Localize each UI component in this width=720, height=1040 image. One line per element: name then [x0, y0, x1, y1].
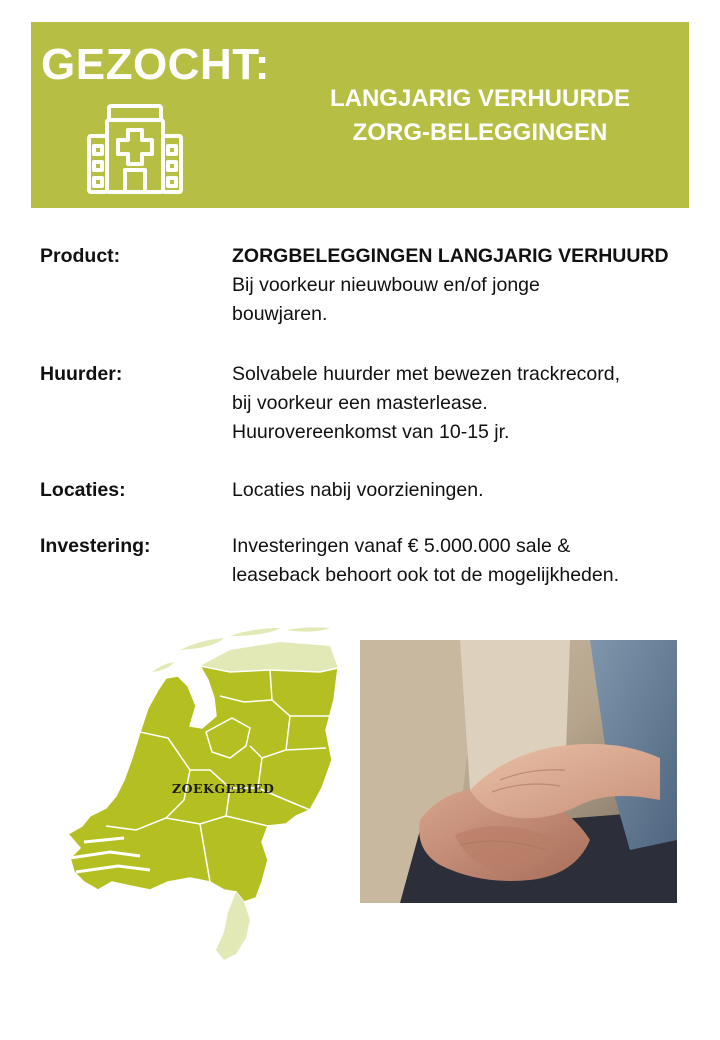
product-text-line: bouwjaren. [232, 303, 328, 325]
banner-title-line-2: ZORG-BELEGGINGEN [352, 119, 608, 146]
huurder-text-line: Solvabele huurder met bewezen trackrecord, [232, 363, 621, 385]
banner-kicker: GEZOCHT: [41, 40, 270, 89]
product-headline: ZORGBELEGGINGEN LANGJARIG VERHUURD [232, 245, 669, 267]
hands-care-photo [360, 640, 677, 903]
huurder-text-line: Huurovereenkomst van 10-15 jr. [232, 421, 510, 443]
wadden-island [230, 628, 280, 636]
locaties-label: Locaties: [40, 479, 126, 501]
investering-label: Investering: [40, 535, 151, 557]
banner-title [299, 82, 661, 150]
locaties-value [232, 476, 692, 505]
investering-text-line: leaseback behoort ook tot de mogelijkheden. [232, 564, 620, 586]
huurder-label: Huurder: [40, 363, 123, 385]
zoekgebied-label: ZOEKGEBIED [172, 781, 275, 796]
banner-title-line-1: LANGJARIG VERHUURDE [329, 85, 631, 112]
wadden-island [152, 662, 174, 672]
header-banner [31, 22, 689, 208]
locaties-text-line: Locaties nabij voorzieningen. [232, 479, 484, 501]
product-value [232, 242, 692, 329]
hospital-icon [85, 100, 185, 196]
investering-value [232, 532, 692, 590]
huurder-value [232, 360, 692, 447]
huurder-text-line: bij voorkeur een masterlease. [232, 392, 488, 414]
investering-text-line: Investeringen vanaf € 5.000.000 sale & [232, 535, 571, 557]
wadden-island [286, 627, 330, 631]
product-label: Product: [40, 245, 121, 267]
product-text-line: Bij voorkeur nieuwbouw en/of jonge [232, 274, 540, 296]
province-groningen [200, 642, 338, 672]
wadden-island [180, 638, 224, 650]
